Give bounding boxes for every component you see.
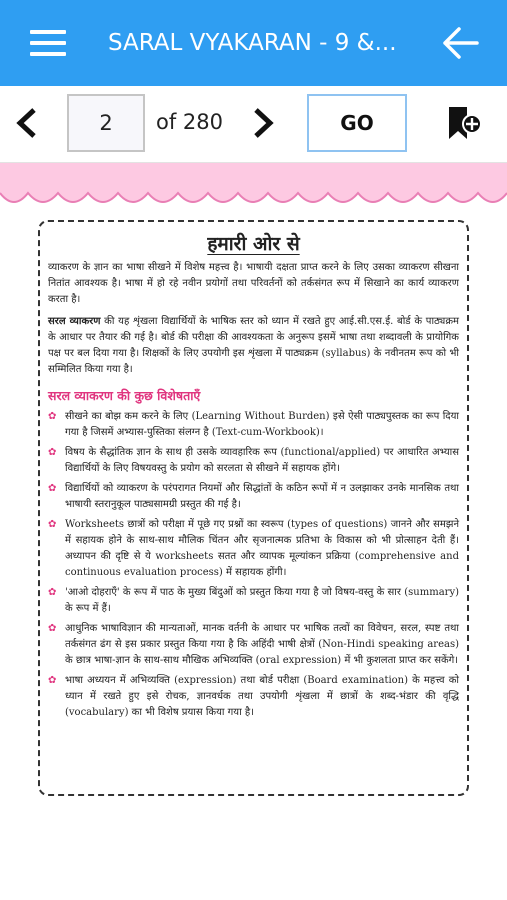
list-item (48, 445, 459, 477)
total-pages-label: of 280 (156, 110, 223, 134)
page-heading: हमारी ओर से (207, 233, 300, 255)
list-item-text: विषय के सैद्धांतिक ज्ञान के साथ ही उसके व्यावहारिक रूप (functional/applied) पर आधारित अभ्यास विद्यार्थियों के लिए विषयवस्तु के प्रयोग को सरलता से सीखने में सहायक होंगे। (65, 447, 459, 474)
page-number-input[interactable] (67, 94, 145, 152)
go-button[interactable]: GO (307, 94, 407, 152)
list-item (48, 585, 459, 617)
list-item (48, 673, 459, 721)
list-item (48, 481, 459, 513)
decorative-wave-border (0, 163, 507, 213)
list-item-text: Worksheets छात्रों को परीक्षा में पूछे गए प्रश्नों का स्वरूप (types of questions) जानने और समझने में सहायक होने के साथ-साथ मौलिक चिंतन और सृजनात्मक प्रतिभा के विकास को भी प्रोत्साहन देती हैं। अध्यापन की दृष्टि से ये worksheets सतत और व्यापक मूल्यांकन प्रक्रिया (comprehensive and continuous evaluation process) में सहायक होंगी। (65, 519, 459, 578)
list-item-text: सीखने का बोझ कम करने के लिए (Learning Without Burden) इसे ऐसी पाठ्यपुस्तक का रूप दिया गया है जिसमें अभ्यास-पुस्तिका संलग्न है (Text-cum-Workbook)। (65, 411, 459, 438)
list-item-text: 'आओ दोहराएँ' के रूप में पाठ के मुख्य बिंदुओं को प्रस्तुत किया गया है जो विषय-वस्तु के सार (summary) के रूप में हैं। (65, 587, 459, 614)
series-name: सरल व्याकरण (48, 316, 101, 327)
flower-bullet-icon: ✿ (48, 587, 57, 598)
flower-bullet-icon: ✿ (48, 483, 57, 494)
flower-bullet-icon: ✿ (48, 411, 57, 422)
flower-bullet-icon: ✿ (48, 675, 57, 686)
flower-bullet-icon: ✿ (48, 623, 57, 634)
app-title: SARAL VYAKARAN - 9 &... (108, 30, 397, 56)
arrow-left-icon[interactable] (440, 24, 480, 62)
bookmark-add-icon[interactable] (445, 104, 485, 144)
features-list (48, 409, 459, 721)
list-item-text: भाषा अध्ययन में अभिव्यक्ति (expression) तथा बोर्ड परीक्षा (Board examination) के महत्त्व को ध्यान में रखते हुए इसे रोचक, ज्ञानवर्धक तथा उपयोगी शृंखला में छात्रों के शब्द-भंडार की वृद्धि (vocabulary) का भी विशेष प्रयास किया गया है। (65, 675, 459, 718)
preface-box (38, 220, 469, 796)
flower-bullet-icon: ✿ (48, 519, 57, 530)
list-item-text: आधुनिक भाषाविज्ञान की मान्यताओं, मानक वर्तनी के आधार पर भाषिक तत्वों का विवेचन, सरल, स्पष्ट तथा तर्कसंगत ढंग से इस प्रकार प्रस्तुत किया गया है कि अहिंदी भाषी क्षेत्रों (Non-Hindi speaking areas) के छात्र भाषा-ज्ञान के साथ-साथ मौखिक अभिव्यक्ति (oral expression) में भी कुशलता प्राप्त कर सकेंगे। (65, 623, 459, 666)
series-paragraph-text: की यह शृंखला विद्यार्थियों के भाषिक स्तर को ध्यान में रखते हुए आई.सी.एस.ई. बोर्ड के पाठ्यक्रम के आधार पर तैयार की गई है। बोर्ड की परीक्षा की आवश्यकता के अनुरूप इसमें भाषा तथा शब्दावली के प्रायोगिक पक्ष पर बल दिया गया है। शिक्षकों के लिए उपयोगी इस शृंखला में पाठ्यक्रम (syllabus) के नवीनतम रूप को भी सम्मिलित किया गया है। (48, 316, 459, 375)
list-item (48, 517, 459, 581)
app-bar (0, 0, 507, 86)
page-navigation-bar (0, 86, 507, 163)
list-item (48, 409, 459, 441)
hamburger-menu-icon[interactable] (30, 28, 66, 58)
intro-paragraph: व्याकरण के ज्ञान का भाषा सीखने में विशेष महत्त्व है। भाषायी दक्षता प्राप्त करने के लिए उसका व्याकरण सीखना नितांत आवश्यक है। भाषा में हो रहे नवीन प्रयोगों तथा परिवर्तनों को तर्कसंगत रूप में सिखाने का कार्य व्याकरण करता है। (48, 262, 459, 305)
book-page[interactable] (0, 163, 507, 900)
chevron-right-icon[interactable] (246, 106, 280, 140)
chevron-left-icon[interactable] (10, 106, 44, 140)
flower-bullet-icon: ✿ (48, 447, 57, 458)
list-item-text: विद्यार्थियों को व्याकरण के परंपरागत नियमों और सिद्धांतों के कठिन रूपों में न उलझाकर उनके मानसिक तथा भाषायी स्तरानुकूल पाठ्यसामग्री प्रस्तुत की गई है। (65, 483, 459, 510)
list-item (48, 621, 459, 669)
series-paragraph (48, 314, 459, 378)
features-heading: सरल व्याकरण की कुछ विशेषताएँ (48, 388, 201, 403)
